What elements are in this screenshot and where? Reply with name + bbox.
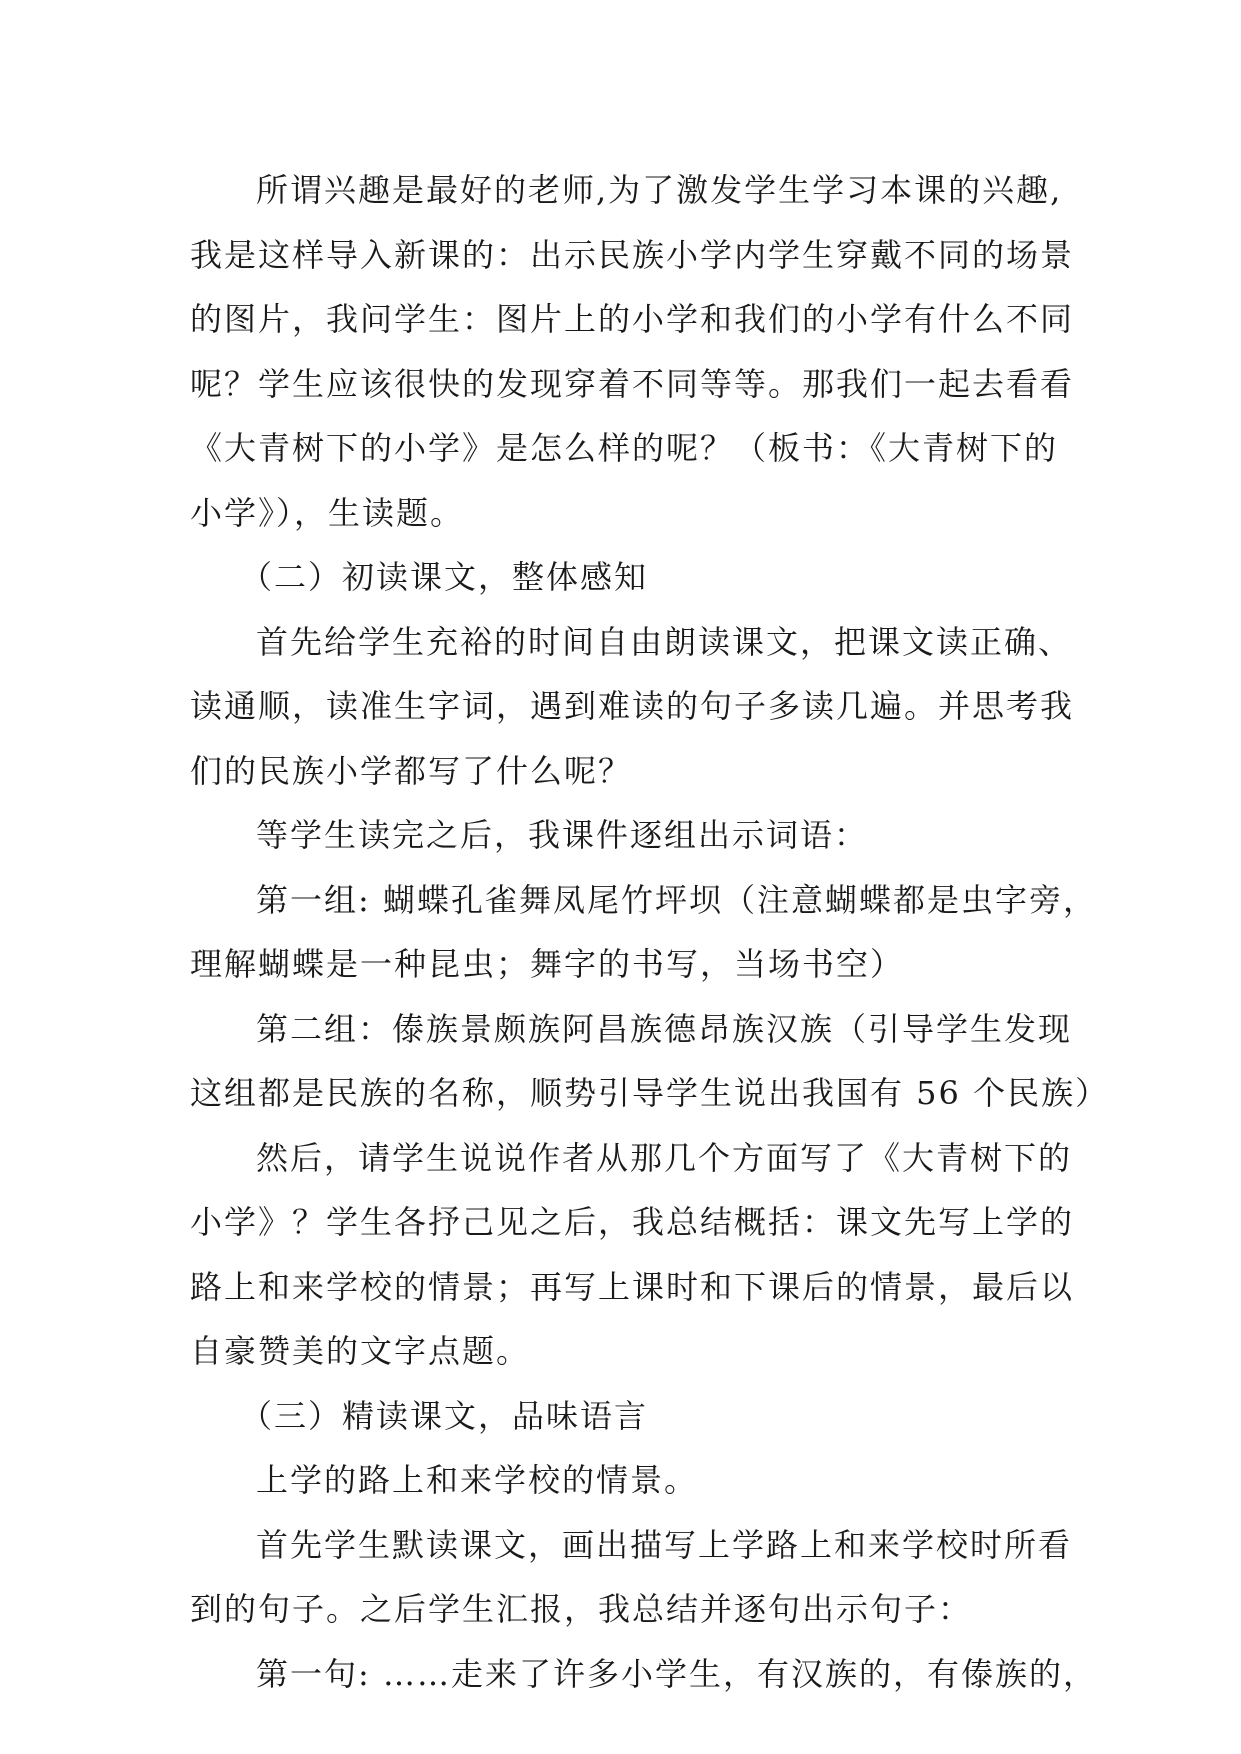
paragraph-line: 呢？学生应该很快的发现穿着不同等等。那我们一起去看看	[190, 364, 1075, 403]
paragraph-line: 上学的路上和来学校的情景。	[256, 1461, 699, 1499]
paragraph-line: 们的民族小学都写了什么呢？	[190, 751, 633, 790]
paragraph-line: 读通顺，读准生字词，遇到难读的句子多读几遍。并思考我	[190, 687, 1075, 725]
paragraph-line: 第一组: 蝴蝶孔雀舞凤尾竹坪坝（注意蝴蝶都是虫字旁，	[256, 880, 1097, 919]
paragraph-line: 小学》），生读题。	[190, 493, 465, 532]
paragraph-line: 首先给学生充裕的时间自由朗读课文，把课文读正确、	[256, 622, 1073, 661]
paragraph-line: 自豪赞美的文字点题。	[190, 1332, 531, 1370]
paragraph-line: 到的句子。之后学生汇报，我总结并逐句出示句子：	[190, 1590, 973, 1628]
paragraph-line: 小学》？学生各抒己见之后，我总结概括：课文先写上学的	[190, 1203, 1075, 1241]
body-text	[190, 158, 1110, 1706]
paragraph-line: 我是这样导入新课的：出示民族小学内学生穿戴不同的场景	[190, 235, 1075, 274]
paragraph-line: 理解蝴蝶是一种昆虫；舞字的书写，当场书空）	[190, 945, 905, 983]
paragraph-line: 首先学生默读课文，画出描写上学路上和来学校时所看	[256, 1525, 1073, 1564]
section-heading: （三）精读课文，品味语言	[240, 1396, 649, 1435]
paragraph-line: 第一句: ……走来了许多小学生，有汉族的，有傣族的，	[256, 1654, 1097, 1693]
paragraph-line: 这组都是民族的名称，顺势引导学生说出我国有 56 个民族）	[190, 1074, 1110, 1112]
section-heading: （二）初读课文，整体感知	[240, 558, 649, 596]
paragraph-line: 《大青树下的小学》是怎么样的呢？（板书：《大青树下的	[190, 429, 1059, 467]
paragraph-line: 的图片，我问学生：图片上的小学和我们的小学有什么不同	[190, 300, 1075, 338]
paragraph-line: 路上和来学校的情景；再写上课时和下课后的情景，最后以	[190, 1267, 1075, 1306]
paragraph-line: 所谓兴趣是最好的老师,为了激发学生学习本课的兴趣,	[256, 171, 1063, 209]
paragraph-line: 然后，请学生说说作者从那几个方面写了《大青树下的	[256, 1138, 1073, 1177]
paragraph-line: 等学生读完之后，我课件逐组出示词语：	[256, 816, 869, 854]
paragraph-line: 第二组：傣族景颇族阿昌族德昂族汉族（引导学生发现	[256, 1009, 1073, 1048]
